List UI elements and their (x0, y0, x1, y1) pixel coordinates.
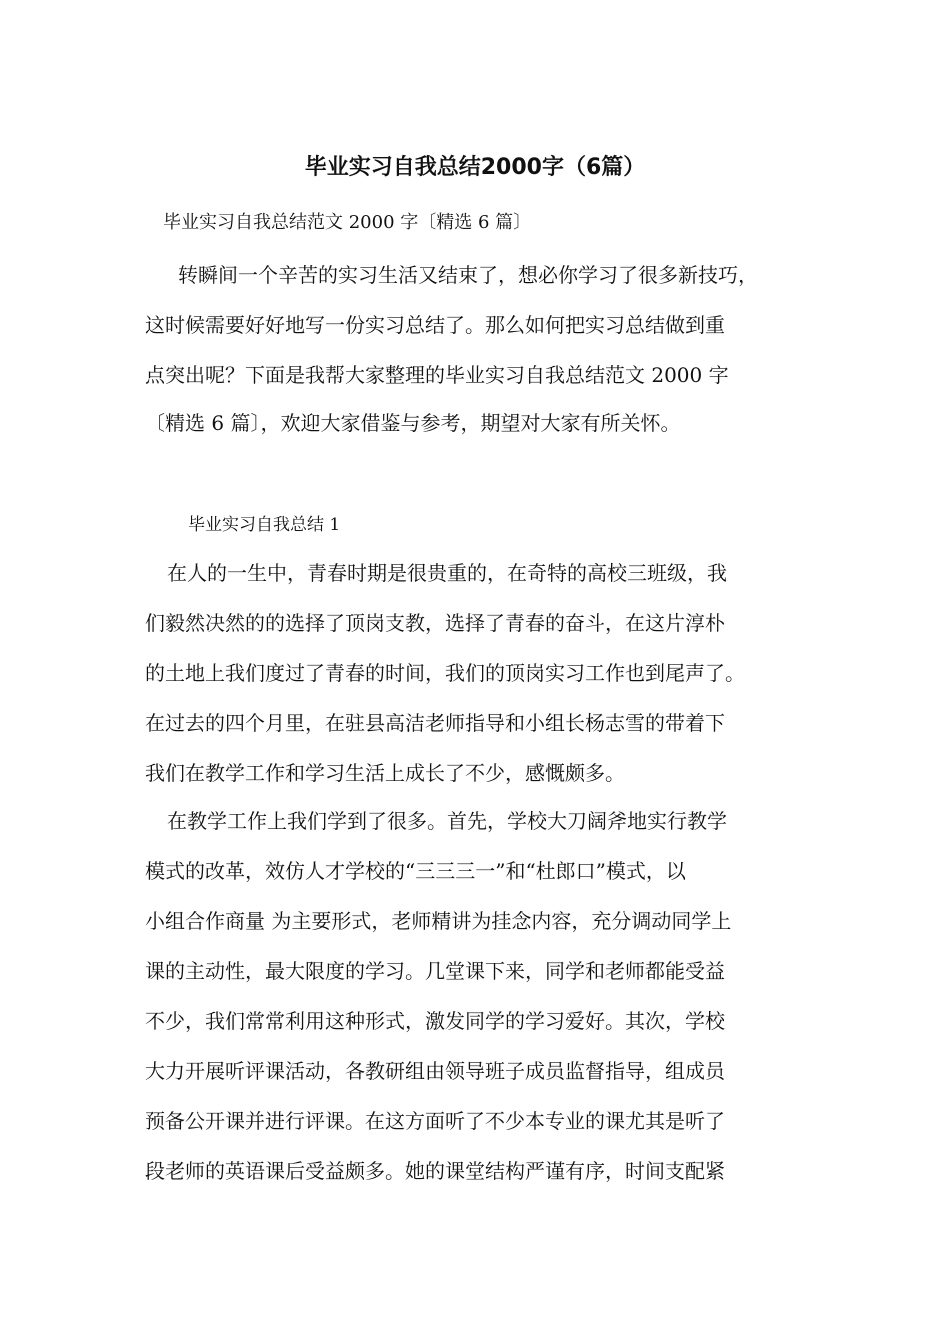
paragraph-line: 在教学工作上我们学到了很多。首先，学校大刀阔斧地实行教学 (167, 809, 727, 833)
paragraph-line: 大力开展听评课活动，各教研组由领导班子成员监督指导，组成员 (145, 1059, 725, 1083)
paragraph-line: 们毅然决然的的选择了顶岗支教，选择了青春的奋斗，在这片淳朴 (145, 611, 725, 635)
paragraph-line: 小组合作商量 为主要形式，老师精讲为挂念内容，充分调动同学上 (145, 909, 732, 933)
paragraph-line: 课的主动性，最大限度的学习。几堂课下来，同学和老师都能受益 (145, 959, 725, 983)
paragraph-line: 我们在教学工作和学习生活上成长了不少，感慨颇多。 (145, 761, 625, 785)
paragraph-line: 模式的改革，效仿人才学校的“三三三一”和“杜郎口”模式，以 (145, 859, 686, 883)
paragraph-line: 在过去的四个月里，在驻县高洁老师指导和小组长杨志雪的带着下 (145, 711, 725, 735)
intro-line: 点突出呢？下面是我帮大家整理的毕业实习自我总结范文 2000 字 (145, 363, 729, 387)
intro-line: 〔精选 6 篇〕，欢迎大家借鉴与参考，期望对大家有所关怀。 (145, 411, 681, 435)
section-heading: 毕业实习自我总结 1 (188, 515, 341, 535)
paragraph-line: 不少，我们常常利用这种形式，激发同学的学习爱好。其次，学校 (145, 1009, 725, 1033)
document-title: 毕业实习自我总结2000字（6篇） (304, 155, 646, 180)
intro-line: 这时候需要好好地写一份实习总结了。那么如何把实习总结做到重 (145, 313, 725, 337)
paragraph-line: 在人的一生中，青春时期是很贵重的，在奇特的高校三班级，我 (167, 561, 727, 585)
intro-line: 转瞬间一个辛苦的实习生活又结束了，想必你学习了很多新技巧， (178, 263, 758, 287)
paragraph-line: 的土地上我们度过了青春的时间，我们的顶岗实习工作也到尾声了。 (145, 661, 745, 685)
paragraph-line: 段老师的英语课后受益颇多。她的课堂结构严谨有序，时间支配紧 (145, 1159, 725, 1183)
paragraph-line: 预备公开课并进行评课。在这方面听了不少本专业的课尤其是听了 (145, 1109, 725, 1133)
document-subtitle: 毕业实习自我总结范文 2000 字〔精选 6 篇〕 (163, 212, 532, 233)
